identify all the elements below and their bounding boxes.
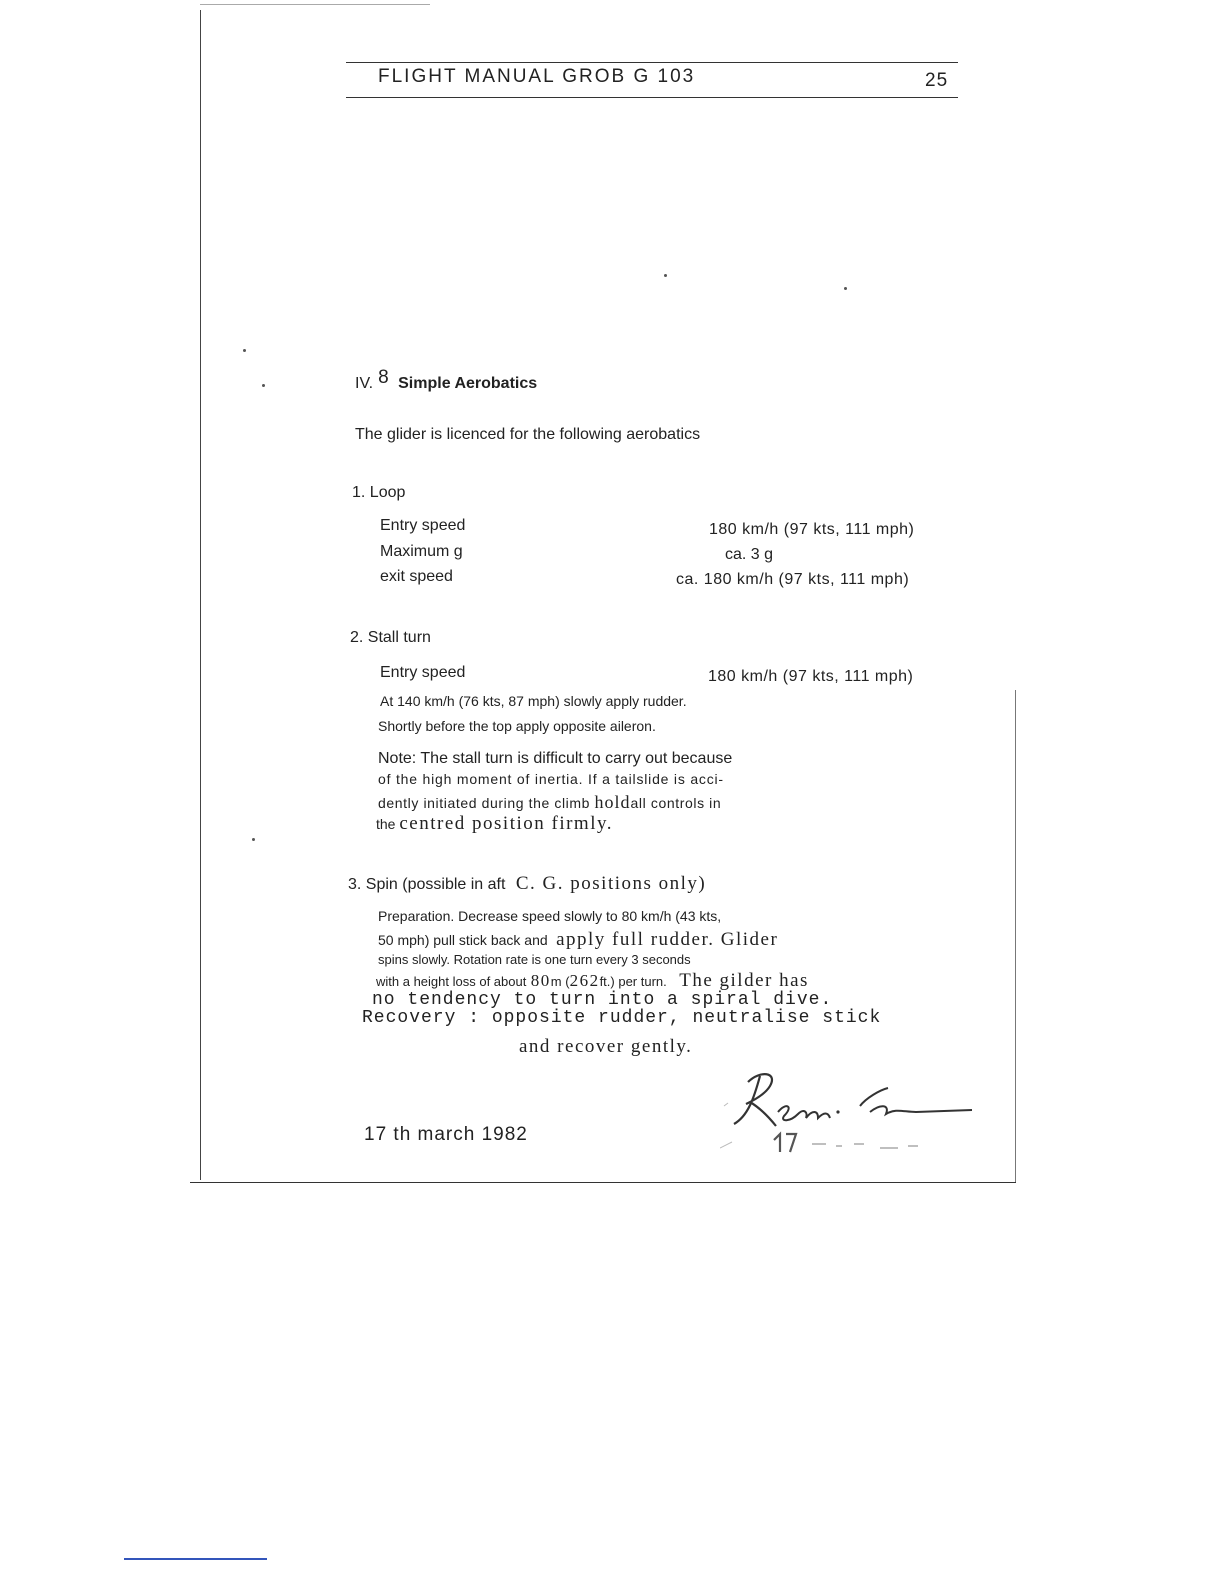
scan-speck bbox=[252, 838, 255, 841]
stall-turn-spec-value: 180 km/h (97 kts, 111 mph) bbox=[708, 668, 914, 685]
spin-text: 50 mph) pull stick back and bbox=[378, 932, 548, 948]
scan-speck bbox=[664, 274, 667, 277]
spin-line: Preparation. Decrease speed slowly to 80 km/h (43 kts, bbox=[378, 908, 722, 924]
header-rule bbox=[346, 97, 958, 98]
spin-heading-text: 3. Spin (possible in aft bbox=[348, 876, 506, 893]
spin-text: 80 bbox=[530, 971, 551, 990]
spin-text: apply full rudder. Glider bbox=[556, 929, 779, 950]
note-text: dently initiated during the climb bbox=[378, 795, 591, 811]
scan-speck bbox=[844, 287, 847, 290]
spin-text: 262 bbox=[569, 971, 600, 990]
spin-text: The gilder has bbox=[679, 970, 809, 991]
section-number: 8 bbox=[378, 367, 389, 388]
scan-speck bbox=[243, 349, 246, 352]
loop-spec-value: ca. 3 g bbox=[725, 546, 774, 563]
page-footer-line bbox=[124, 1558, 267, 1560]
stall-turn-spec-label: Entry speed bbox=[380, 664, 466, 681]
spin-recovery: and recover gently. bbox=[519, 1036, 693, 1057]
spin-recovery: Recovery : opposite rudder, neutralise stick bbox=[362, 1008, 882, 1028]
stall-turn-note: Note: The stall turn is difficult to carry out because bbox=[378, 750, 733, 767]
scan-edge-top bbox=[200, 4, 430, 5]
spin-text: m ( bbox=[550, 974, 570, 989]
loop-spec-label: Maximum g bbox=[380, 543, 463, 560]
stall-turn-note: of the high moment of inertia. If a tailslide is acci- bbox=[378, 771, 724, 787]
note-text: all controls in bbox=[630, 795, 722, 811]
signature-icon bbox=[720, 1068, 980, 1163]
spin-heading-text: C. G. positions only) bbox=[515, 873, 707, 894]
manual-title: FLIGHT MANUAL GROB G 103 bbox=[378, 66, 696, 87]
loop-spec-label: Entry speed bbox=[380, 517, 466, 534]
spin-heading bbox=[348, 873, 706, 895]
spin-line bbox=[378, 929, 778, 951]
note-text: centred position firmly. bbox=[399, 813, 614, 834]
spin-text: with a height loss of about bbox=[376, 974, 527, 989]
spin-line bbox=[376, 970, 809, 992]
note-text: the bbox=[376, 816, 396, 832]
spin-line: spins slowly. Rotation rate is one turn every 3 seconds bbox=[378, 952, 691, 967]
note-text: hold bbox=[594, 792, 631, 812]
scan-edge-right bbox=[1015, 690, 1016, 1182]
issue-date: 17 th march 1982 bbox=[364, 1124, 528, 1145]
scan-edge-left bbox=[200, 10, 201, 1180]
scan-speck bbox=[262, 384, 265, 387]
stall-turn-note bbox=[376, 813, 613, 835]
loop-spec-value: ca. 180 km/h (97 kts, 111 mph) bbox=[676, 571, 910, 588]
scan-edge-bottom bbox=[190, 1182, 1016, 1183]
page-number: 25 bbox=[925, 70, 949, 91]
section-heading bbox=[355, 367, 538, 394]
stall-turn-heading: 2. Stall turn bbox=[350, 629, 431, 646]
header-rule bbox=[346, 62, 958, 63]
stall-turn-note bbox=[378, 792, 721, 813]
section-intro: The glider is licenced for the following aerobatics bbox=[355, 426, 701, 443]
loop-spec-label: exit speed bbox=[380, 568, 453, 585]
spin-text: ft.) per turn. bbox=[599, 974, 667, 989]
loop-heading: 1. Loop bbox=[352, 484, 406, 501]
stall-turn-line: At 140 km/h (76 kts, 87 mph) slowly apply rudder. bbox=[380, 693, 687, 709]
stall-turn-line: Shortly before the top apply opposite aileron. bbox=[378, 718, 656, 734]
section-prefix: IV. bbox=[355, 375, 374, 392]
section-title: Simple Aerobatics bbox=[398, 375, 538, 392]
spin-line: no tendency to turn into a spiral dive. bbox=[372, 990, 833, 1010]
loop-spec-value: 180 km/h (97 kts, 111 mph) bbox=[709, 521, 915, 538]
